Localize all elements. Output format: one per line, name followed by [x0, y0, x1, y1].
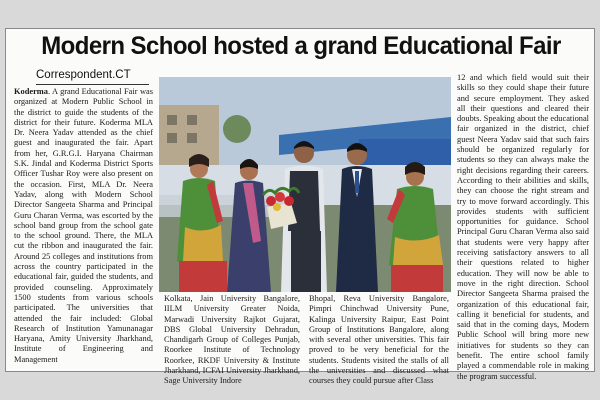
photo-illustration	[159, 77, 451, 292]
dateline: Koderma	[14, 87, 48, 96]
article-column-1	[14, 87, 153, 371]
column-1-text: . A grand Educational Fair was organized at Modern Public School in the district to guide the students of the district for their future. Koderma MLA Dr. Neera Yadav attended as the chief guest and inaugurated the fair. Apart from her, G.R.G.I. Haryana Chairman S.K. Jindal and Koderma District Sports Officer Tushar Roy were also present on the occasion. First, MLA Dr. Neera Yadav, along with Modern School Director Sangeeta Sharma and Principal Guru Charan Verma, was escorted by the school band group from the school gate to the school ground. There, the MLA cut the ribbon and inaugurated the fair. Around 25 colleges and institutions from across the country participated in the educational fair, guided the students, and provided counseling. Approximately 1500 students from various schools participated. The universities that attended the fair included: Global Research of Institution Yamunanagar Haryana, Amity University Jharkhand, Institute of Engineering and Management	[14, 87, 153, 364]
article-column-3: Bhopal, Reva University Bangalore, Pimpri Chinchwad University Pune, Kalinga University Raipur, East Point Group of Institutions Bangalore, along with several other universities. This fair proved to be very beneficial for the students. Students visited the stalls of all the universities and discussed what courses they could pursue after Class	[309, 294, 449, 386]
article-column-4: 12 and which field would suit their skills so they could shape their future and secure employment. They asked all their questions and cleared their doubts. Speaking about the educational fair organized in the district, chief guest Neera Yadav said that such fairs should be organized regularly for students so they can always make the right decisions regarding their careers. According to their abilities and skills, they can choose the right stream and try to move forward accordingly. This provides students with sufficient opportunities for guidance. School Principal Guru Charan Verma also said that students were very happy after receiving satisfactory answers to all their questions related to higher education. They will now be able to move in the right direction. School Director Sangeeta Sharma praised the organization of this educational fair, calling it beneficial for students, and said that in the coming days, Modern Public School will bring more new initiatives for students so they can benefit. The entire school family played a commendable role in making the program successful.	[457, 73, 589, 381]
byline: Correspondent.CT	[36, 69, 131, 81]
newspaper-clipping	[5, 28, 595, 386]
article-column-2: Kolkata, Jain University Bangalore, IILM University Greater Noida, Marwadi University Rajkot Gujarat, DBS Global University Dehradun, Chandigarh Group of Colleges Punjab, Roorkee Institute of Technology Roorkee, RKDF University & Institute Jharkhand, ICFAI University Jharkhand, Sage University Indore	[164, 294, 300, 386]
event-photo	[159, 77, 451, 292]
byline-underline	[36, 84, 149, 85]
photo-tree	[223, 115, 251, 143]
headline: Modern School hosted a grand Educational Fair	[41, 32, 561, 60]
